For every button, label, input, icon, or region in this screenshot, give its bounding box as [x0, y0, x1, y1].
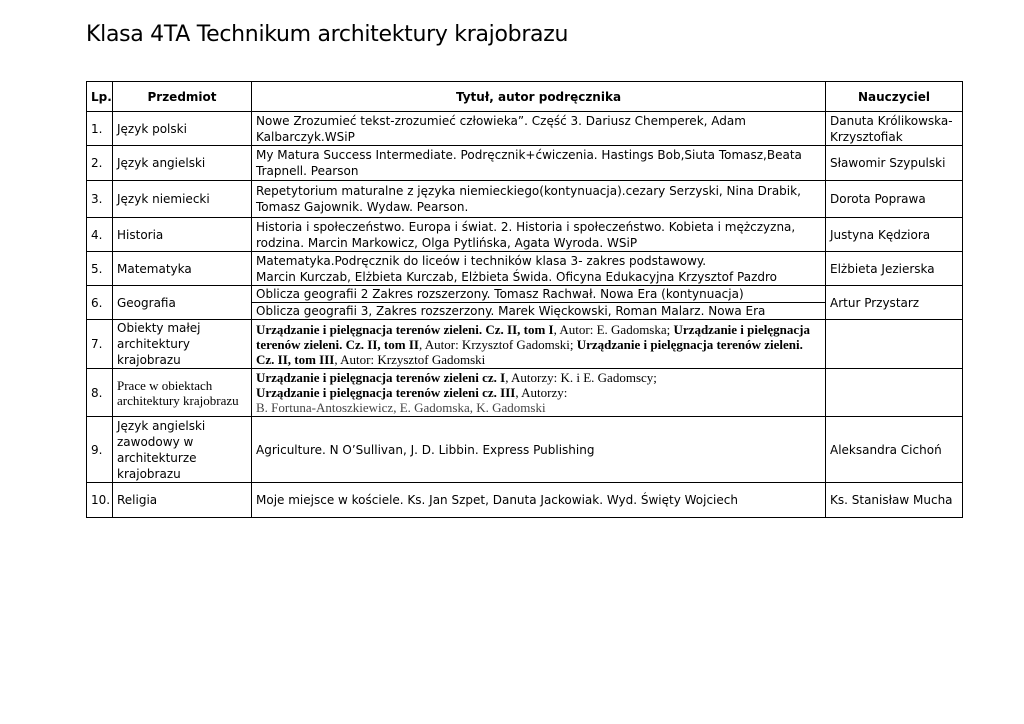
- row-subject: Geografia: [113, 286, 252, 320]
- row-subject: Historia: [113, 218, 252, 252]
- table-row: [87, 252, 963, 286]
- book-author: , Autor: Krzysztof Gadomski;: [418, 336, 577, 352]
- book-line: Marcin Kurczab, Elżbieta Kurczab, Elżbieta Świda. Oficyna Edukacyjna Krzysztof Pazdro: [256, 269, 778, 284]
- row-subject: Język angielski: [113, 146, 252, 181]
- row-book: Nowe Zrozumieć tekst-zrozumieć człowieka”. Część 3. Dariusz Chemperek, Adam Kalbarczyk.WSiP: [252, 112, 826, 146]
- table-row: [87, 218, 963, 252]
- row-book: Oblicza geografii 3, Zakres rozszerzony. Marek Więckowski, Roman Malarz. Nowa Era: [252, 303, 826, 320]
- book-title: Urządzanie i pielęgnacja terenów zieleni cz. I: [256, 370, 506, 385]
- row-book: [252, 252, 826, 286]
- book-title: Urządzanie i pielęgnacja terenów zieleni. Cz. II, tom I: [256, 321, 554, 337]
- row-lp: 2.: [87, 146, 113, 181]
- table-row: [87, 146, 963, 181]
- row-book: [252, 369, 826, 417]
- header-book: Tytuł, autor podręcznika: [252, 82, 826, 112]
- row-lp: 4.: [87, 218, 113, 252]
- row-book: Repetytorium maturalne z języka niemieckiego(kontynuacja).cezary Serzyski, Nina Drabik, Tomasz Gajownik. Wydaw. Pearson.: [252, 181, 826, 218]
- row-lp: 10.: [87, 483, 113, 518]
- header-subject: Przedmiot: [113, 82, 252, 112]
- row-lp: 7.: [87, 320, 113, 369]
- table-row: [87, 483, 963, 518]
- table-header-row: [87, 82, 963, 112]
- page-title: Klasa 4TA Technikum architektury krajobrazu: [86, 22, 569, 47]
- book-line: Matematyka.Podręcznik do liceów i techników klasa 3- zakres podstawowy.: [256, 253, 707, 268]
- table-row: [87, 286, 963, 303]
- row-book: Agriculture. N O’Sullivan, J. D. Libbin. Express Publishing: [252, 417, 826, 483]
- row-teacher: [826, 369, 963, 417]
- row-teacher: Justyna Kędziora: [826, 218, 963, 252]
- row-subject: Matematyka: [113, 252, 252, 286]
- row-teacher: Ks. Stanisław Mucha: [826, 483, 963, 518]
- book-author: , Autor: Krzysztof Gadomski: [334, 351, 486, 367]
- row-book: Oblicza geografii 2 Zakres rozszerzony. Tomasz Rachwał. Nowa Era (kontynuacja): [252, 286, 826, 303]
- book-author: , Autorzy: K. i E. Gadomscy;: [505, 370, 657, 385]
- book-line: [256, 370, 821, 385]
- row-subject: Obiekty małej architektury krajobrazu: [113, 320, 252, 369]
- book-line: B. Fortuna-Antoszkiewicz, E. Gadomska, K. Gadomski: [256, 400, 546, 415]
- row-teacher: [826, 320, 963, 369]
- header-teacher: Nauczyciel: [826, 82, 963, 112]
- row-lp: 3.: [87, 181, 113, 218]
- header-lp: Lp.: [87, 82, 113, 112]
- row-teacher: Sławomir Szypulski: [826, 146, 963, 181]
- row-book: [252, 320, 826, 369]
- row-lp: 9.: [87, 417, 113, 483]
- row-subject: Język niemiecki: [113, 181, 252, 218]
- book-author: , Autor: E. Gadomska;: [553, 321, 674, 337]
- row-teacher: Aleksandra Cichoń: [826, 417, 963, 483]
- book-line: [256, 385, 821, 400]
- row-subject: Prace w obiektach architektury krajobrazu: [113, 369, 252, 417]
- row-lp: 1.: [87, 112, 113, 146]
- table-row: [87, 417, 963, 483]
- table-row: [87, 112, 963, 146]
- row-teacher: Danuta Królikowska-Krzysztofiak: [826, 112, 963, 146]
- row-subject: Język angielski zawodowy w architekturze krajobrazu: [113, 417, 252, 483]
- book-title: Urządzanie i pielęgnacja terenów zieleni. Cz. II, tom II: [256, 321, 810, 352]
- row-lp: 5.: [87, 252, 113, 286]
- row-subject: Język polski: [113, 112, 252, 146]
- table-row: [87, 369, 963, 417]
- book-title: Urządzanie i pielęgnacja terenów zieleni. Cz. II, tom III: [256, 336, 803, 367]
- table-row: [87, 320, 963, 369]
- row-teacher: Artur Przystarz: [826, 286, 963, 320]
- row-subject: Religia: [113, 483, 252, 518]
- row-book: Moje miejsce w kościele. Ks. Jan Szpet, Danuta Jackowiak. Wyd. Święty Wojciech: [252, 483, 826, 518]
- row-lp: 6.: [87, 286, 113, 320]
- row-lp: 8.: [87, 369, 113, 417]
- textbook-table: [86, 81, 963, 518]
- row-book: My Matura Success Intermediate. Podręcznik+ćwiczenia. Hastings Bob,Siuta Tomasz,Beata Trapnell. Pearson: [252, 146, 826, 181]
- row-teacher: Elżbieta Jezierska: [826, 252, 963, 286]
- book-title: Urządzanie i pielęgnacja terenów zieleni cz. III: [256, 385, 516, 400]
- book-author: , Autorzy:: [515, 385, 568, 400]
- row-teacher: Dorota Poprawa: [826, 181, 963, 218]
- row-book: Historia i społeczeństwo. Europa i świat. 2. Historia i społeczeństwo. Kobieta i mężczyzna, rodzina. Marcin Markowicz, Olga Pytlińska, Agata Wyroda. WSiP: [252, 218, 826, 252]
- table-row: [87, 181, 963, 218]
